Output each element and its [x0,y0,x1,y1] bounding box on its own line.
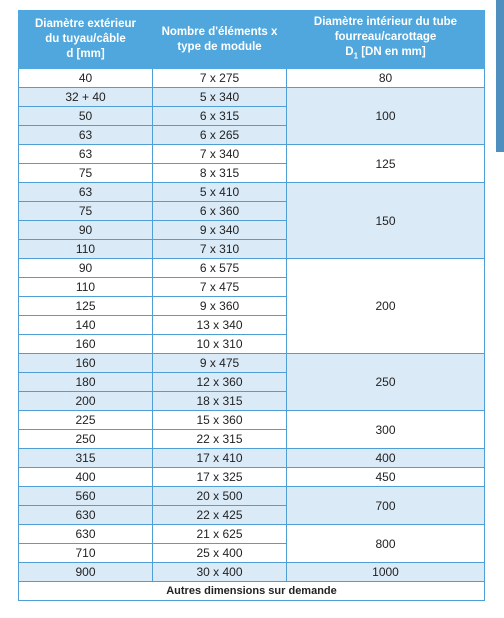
element-count-cell: 21 x 625 [153,525,287,544]
dimension-table-container [18,10,485,601]
outer-diameter-cell: 400 [19,468,153,487]
outer-diameter-cell: 125 [19,297,153,316]
table-row [19,88,485,107]
outer-diameter-cell: 110 [19,278,153,297]
outer-diameter-cell: 630 [19,506,153,525]
outer-diameter-cell: 200 [19,392,153,411]
inner-diameter-cell: 300 [287,411,485,449]
inner-diameter-cell: 80 [287,69,485,88]
outer-diameter-cell: 160 [19,335,153,354]
outer-diameter-cell: 50 [19,107,153,126]
outer-diameter-cell: 63 [19,145,153,164]
element-count-cell: 6 x 265 [153,126,287,145]
element-count-cell: 22 x 315 [153,430,287,449]
outer-diameter-cell: 32 + 40 [19,88,153,107]
table-footer-row [19,582,485,601]
element-count-cell: 8 x 315 [153,164,287,183]
element-count-cell: 17 x 410 [153,449,287,468]
element-count-cell: 25 x 400 [153,544,287,563]
outer-diameter-cell: 225 [19,411,153,430]
element-count-cell: 30 x 400 [153,563,287,582]
outer-diameter-cell: 160 [19,354,153,373]
outer-diameter-cell: 90 [19,221,153,240]
table-row [19,525,485,544]
element-count-cell: 7 x 310 [153,240,287,259]
element-count-cell: 13 x 340 [153,316,287,335]
element-count-cell: 22 x 425 [153,506,287,525]
side-tab-marker [496,0,504,152]
table-row [19,145,485,164]
table-row [19,183,485,202]
table-row [19,411,485,430]
inner-diameter-cell: 700 [287,487,485,525]
inner-diameter-cell: 450 [287,468,485,487]
inner-diameter-cell: 1000 [287,563,485,582]
dimension-table [18,10,485,601]
element-count-cell: 7 x 340 [153,145,287,164]
outer-diameter-cell: 63 [19,126,153,145]
outer-diameter-cell: 63 [19,183,153,202]
element-count-cell: 17 x 325 [153,468,287,487]
element-count-cell: 6 x 360 [153,202,287,221]
table-row [19,468,485,487]
inner-diameter-cell: 150 [287,183,485,259]
table-body [19,69,485,582]
element-count-cell: 12 x 360 [153,373,287,392]
element-count-cell: 9 x 360 [153,297,287,316]
element-count-cell: 10 x 310 [153,335,287,354]
header-inner-diameter: Diamètre intérieur du tube fourreau/carottage $D_1$ [DN en mm] [287,11,485,69]
outer-diameter-cell: 75 [19,202,153,221]
table-row [19,487,485,506]
table-header-row [19,11,485,69]
inner-diameter-cell: 100 [287,88,485,145]
element-count-cell: 9 x 340 [153,221,287,240]
table-row [19,563,485,582]
outer-diameter-cell: 710 [19,544,153,563]
element-count-cell: 6 x 315 [153,107,287,126]
element-count-cell: 18 x 315 [153,392,287,411]
outer-diameter-cell: 250 [19,430,153,449]
element-count-cell: 5 x 340 [153,88,287,107]
outer-diameter-cell: 315 [19,449,153,468]
outer-diameter-cell: 75 [19,164,153,183]
outer-diameter-cell: 110 [19,240,153,259]
outer-diameter-cell: 140 [19,316,153,335]
inner-diameter-cell: 200 [287,259,485,354]
table-row [19,449,485,468]
header-element-count: Nombre d'éléments x type de module [153,11,287,69]
inner-diameter-cell: 125 [287,145,485,183]
element-count-cell: 6 x 575 [153,259,287,278]
element-count-cell: 7 x 475 [153,278,287,297]
outer-diameter-cell: 180 [19,373,153,392]
element-count-cell: 7 x 275 [153,69,287,88]
table-row [19,354,485,373]
header-outer-diameter: Diamètre extérieur du tuyau/câble d [mm] [19,11,153,69]
outer-diameter-cell: 40 [19,69,153,88]
element-count-cell: 15 x 360 [153,411,287,430]
footer-note: Autres dimensions sur demande [19,582,485,601]
outer-diameter-cell: 90 [19,259,153,278]
inner-diameter-cell: 250 [287,354,485,411]
table-row [19,69,485,88]
inner-diameter-cell: 800 [287,525,485,563]
inner-diameter-cell: 400 [287,449,485,468]
outer-diameter-cell: 900 [19,563,153,582]
element-count-cell: 5 x 410 [153,183,287,202]
element-count-cell: 20 x 500 [153,487,287,506]
outer-diameter-cell: 560 [19,487,153,506]
element-count-cell: 9 x 475 [153,354,287,373]
table-row [19,259,485,278]
outer-diameter-cell: 630 [19,525,153,544]
